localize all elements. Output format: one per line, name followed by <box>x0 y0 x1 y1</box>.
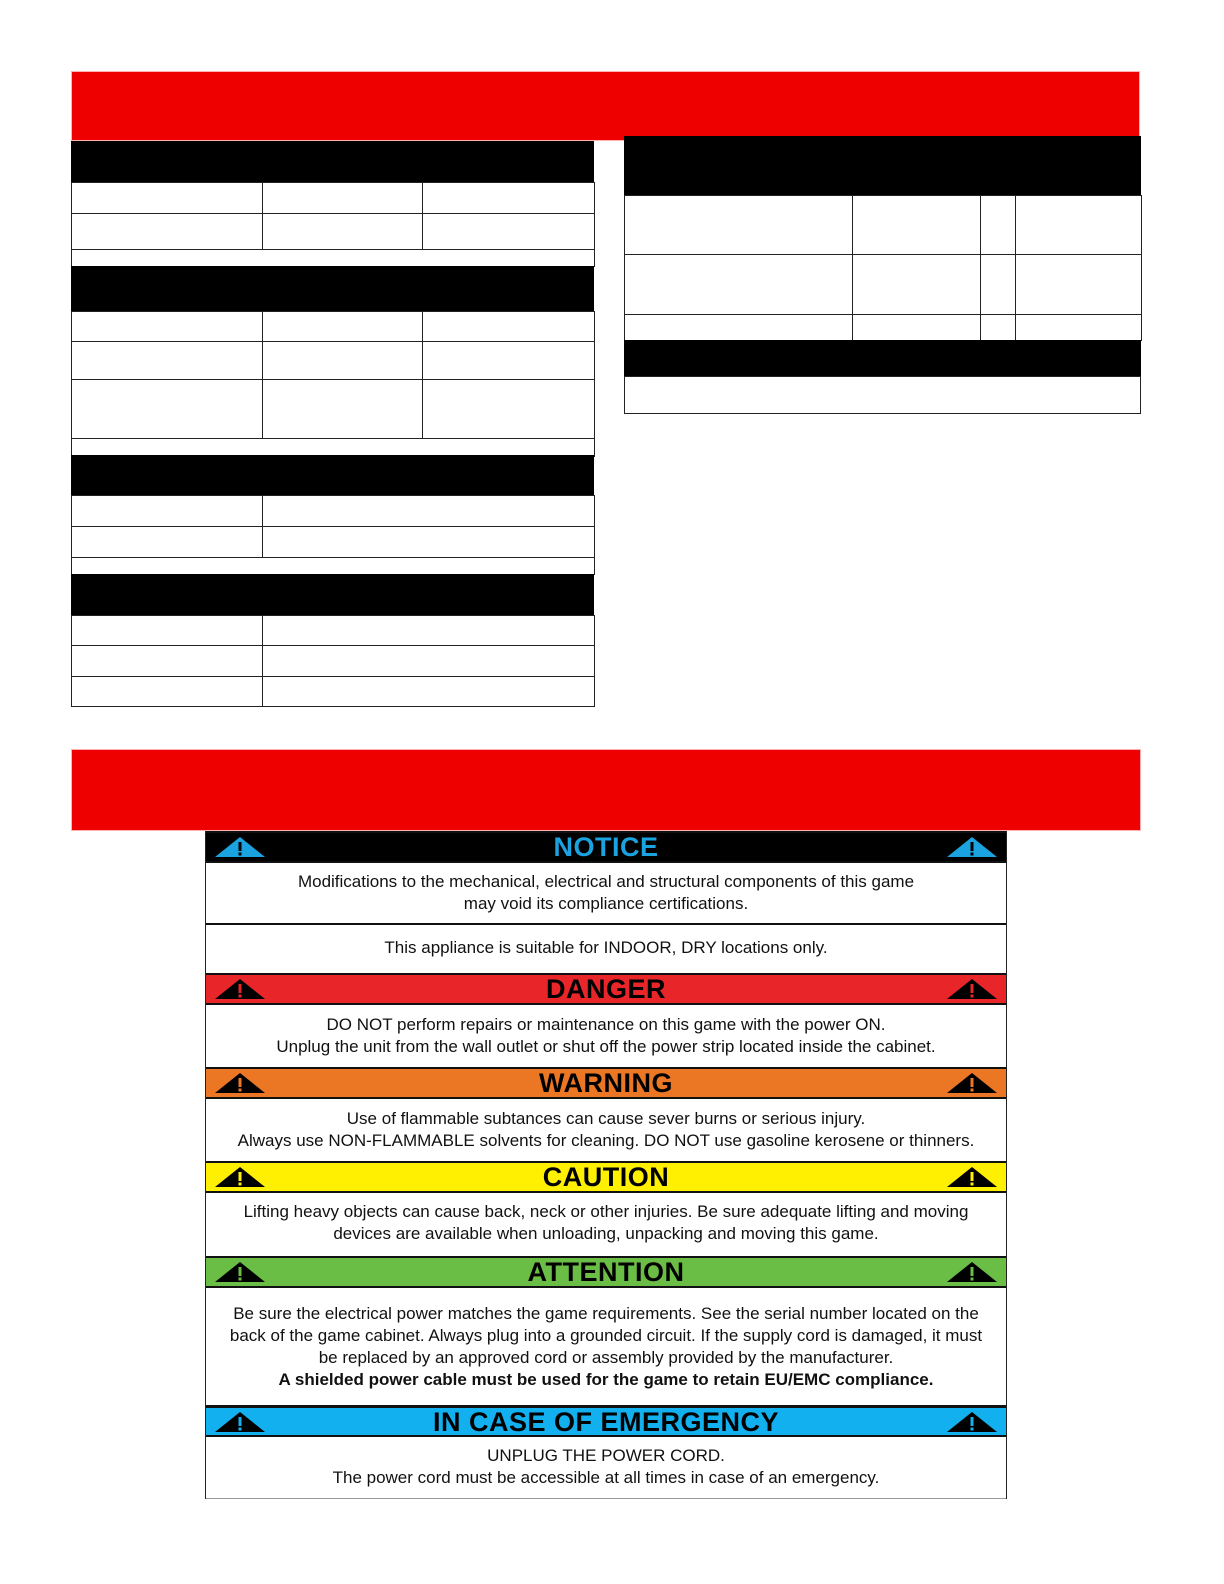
spec-table <box>624 195 1142 341</box>
caution-line: Lifting heavy objects can cause back, neck or other injuries. Be sure adequate lifting and moving <box>243 1202 969 1221</box>
table-cell <box>853 255 981 315</box>
emergency-title: IN CASE OF EMERGENCY <box>432 1406 780 1437</box>
indoor-text <box>206 925 1006 973</box>
table-cell <box>72 439 595 457</box>
table-cell <box>853 196 981 255</box>
table-cell <box>263 496 595 527</box>
table-cell <box>981 196 1016 255</box>
safety-notices-panel <box>205 831 1007 1499</box>
table-cell <box>625 255 853 315</box>
table-cell <box>72 250 595 267</box>
table-cell <box>72 214 263 250</box>
warning-triangle-icon <box>946 978 998 1000</box>
table-cell <box>1016 315 1142 341</box>
danger-text <box>206 1005 1006 1067</box>
caution-line: devices are available when unloading, unpacking and moving this game. <box>333 1224 879 1243</box>
warning-triangle-icon <box>214 1411 266 1433</box>
danger-line: Unplug the unit from the wall outlet or shut off the power strip located inside the cabinet. <box>276 1037 936 1056</box>
table-cell <box>1016 255 1142 315</box>
table-cell <box>263 312 423 342</box>
table-cell <box>72 496 263 527</box>
warning-triangle-icon <box>946 1261 998 1283</box>
table-cell <box>72 342 263 380</box>
table-cell <box>263 677 595 707</box>
table-cell <box>263 527 595 558</box>
section-header-bar <box>71 266 594 312</box>
attention-line: be replaced by an approved cord or assembly provided by the manufacturer. <box>318 1348 894 1367</box>
notice-header <box>206 831 1006 863</box>
attention-text <box>206 1288 1006 1405</box>
warning-triangle-icon <box>946 1166 998 1188</box>
table-cell <box>423 214 595 250</box>
safety-header-band <box>71 749 1141 831</box>
attention-line: back of the game cabinet. Always plug into a grounded circuit. If the supply cord is damaged, it must <box>229 1326 983 1345</box>
emergency-header <box>206 1405 1006 1437</box>
emergency-text <box>206 1437 1006 1499</box>
section-header-bar <box>71 574 594 616</box>
attention-header <box>206 1256 1006 1288</box>
danger-header <box>206 973 1006 1005</box>
indoor-line: This appliance is suitable for INDOOR, DRY locations only. <box>384 938 828 957</box>
table-cell <box>981 255 1016 315</box>
table-cell <box>72 558 595 575</box>
table-cell <box>625 196 853 255</box>
specifications-header-band <box>71 71 1140 141</box>
warning-triangle-icon <box>946 1072 998 1094</box>
danger-title: DANGER <box>545 974 666 1004</box>
section-header-bar <box>71 141 594 183</box>
warning-triangle-icon <box>214 1261 266 1283</box>
warning-header <box>206 1067 1006 1099</box>
section-header-bar <box>71 455 594 496</box>
notice-text <box>206 863 1006 923</box>
table-cell <box>72 616 263 646</box>
warning-triangle-icon <box>214 1166 266 1188</box>
attention-title: ATTENTION <box>527 1257 685 1287</box>
warning-title: WARNING <box>539 1068 673 1098</box>
danger-line: DO NOT perform repairs or maintenance on this game with the power ON. <box>326 1015 886 1034</box>
caution-text <box>206 1193 1006 1256</box>
spec-table <box>71 311 595 457</box>
attention-bold-line: A shielded power cable must be used for the game to retain EU/EMC compliance. <box>278 1370 934 1389</box>
warning-triangle-icon <box>214 836 266 858</box>
table-cell <box>263 380 423 439</box>
table-cell <box>72 527 263 558</box>
warning-line: Always use NON-FLAMMABLE solvents for cleaning. DO NOT use gasoline kerosene or thinners. <box>237 1131 975 1150</box>
section-header-bar <box>624 136 1141 196</box>
caution-header <box>206 1161 1006 1193</box>
table-cell <box>423 183 595 214</box>
attention-line: Be sure the electrical power matches the game requirements. See the serial number located on the <box>233 1304 979 1323</box>
table-cell <box>263 616 595 646</box>
table-cell <box>423 380 595 439</box>
notice-title: NOTICE <box>553 832 659 862</box>
warning-triangle-icon <box>214 1072 266 1094</box>
table-cell <box>263 646 595 677</box>
notice-line: Modifications to the mechanical, electrical and structural components of this game <box>297 872 915 891</box>
table-cell <box>72 677 263 707</box>
table-cell <box>263 342 423 380</box>
spec-table <box>71 182 595 267</box>
warning-triangle-icon <box>946 836 998 858</box>
warning-triangle-icon <box>214 978 266 1000</box>
table-cell <box>423 312 595 342</box>
warning-triangle-icon <box>946 1411 998 1433</box>
spec-table <box>71 495 595 575</box>
table-cell <box>625 315 853 341</box>
table-cell <box>72 646 263 677</box>
table-cell <box>72 183 263 214</box>
warning-text <box>206 1099 1006 1161</box>
warning-line: Use of flammable subtances can cause sever burns or serious injury. <box>346 1109 866 1128</box>
table-cell <box>853 315 981 341</box>
caution-title: CAUTION <box>542 1162 670 1192</box>
spec-table <box>71 615 595 707</box>
section-header-bar <box>624 340 1141 377</box>
table-cell <box>263 183 423 214</box>
table-cell <box>72 380 263 439</box>
emergency-line: The power cord must be accessible at all times in case of an emergency. <box>332 1468 880 1487</box>
emergency-line: UNPLUG THE POWER CORD. <box>487 1446 725 1465</box>
table-cell <box>72 312 263 342</box>
table-cell <box>263 214 423 250</box>
empty-box <box>624 376 1141 414</box>
table-cell <box>423 342 595 380</box>
table-cell <box>1016 196 1142 255</box>
table-cell <box>981 315 1016 341</box>
notice-line: may void its compliance certifications. <box>463 894 749 913</box>
